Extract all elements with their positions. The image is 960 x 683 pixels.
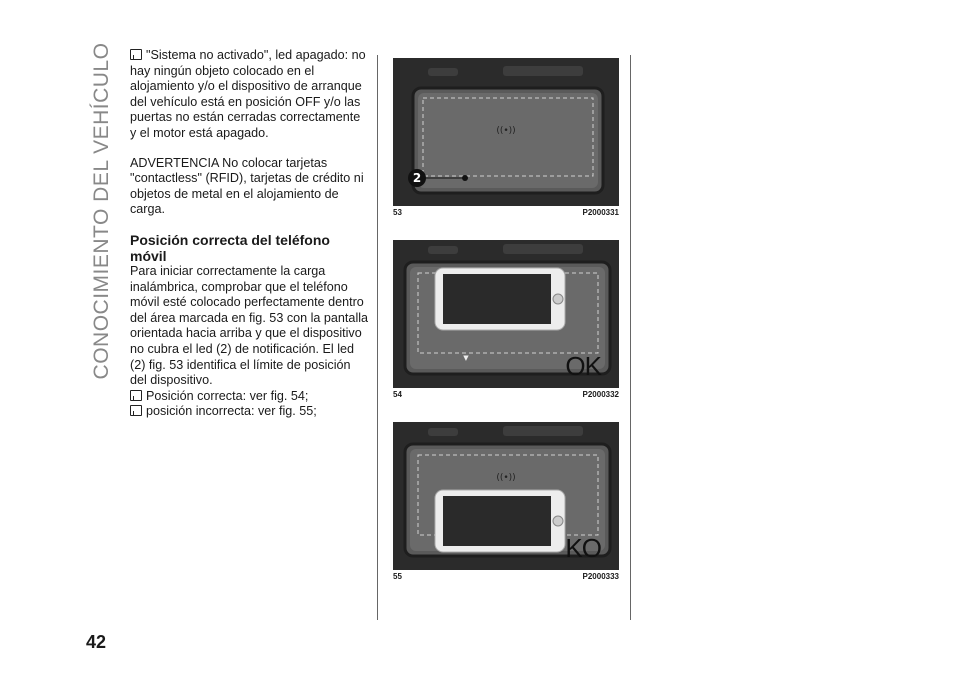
column-divider-left (377, 55, 378, 620)
figure-code: P2000332 (582, 390, 619, 399)
figure-55 (393, 422, 619, 581)
svg-text:((•)): ((•)) (496, 473, 516, 483)
section-heading: Posición correcta del teléfono móvil (130, 231, 330, 264)
section-title-text: CONOCIMIENTO DEL VEHÍCULO (90, 42, 113, 380)
bullet-paragraph-3 (130, 404, 370, 420)
figure-55-caption (393, 572, 619, 581)
figure-number: 55 (393, 572, 402, 581)
bullet-icon (130, 390, 142, 401)
figure-number: 53 (393, 208, 402, 217)
figure-53 (393, 58, 619, 217)
bullet-1-text: "Sistema no activado", led apagado: no hay ningún objeto colocado en el alojamiento y/o el dispositivo de arranque del vehículo está en posición OFF y/o las puertas no están cerradas correctamente y el motor está apagado. (130, 48, 366, 140)
section-title (88, 42, 116, 380)
column-divider-right (630, 55, 631, 620)
figure-54-image (393, 240, 619, 388)
figure-code: P2000333 (582, 572, 619, 581)
figure-55-image (393, 422, 619, 570)
figure-54-caption (393, 390, 619, 399)
ok-label: OK (565, 351, 601, 381)
bullet-icon (130, 49, 142, 60)
page-number: 42 (86, 632, 107, 652)
svg-text:((•)): ((•)) (496, 126, 516, 136)
text-column (130, 48, 370, 420)
figure-number: 54 (393, 390, 402, 399)
body-paragraph: Para iniciar correctamente la carga inalámbrica, comprobar que el teléfono móvil esté colocado perfectamente dentro del área marcada en fig. 53 con la pantalla orientada hacia arriba y que el dispositivo no cubra el led (2) de notificación. El led (2) fig. 53 identifica el límite de posición del dispositivo. (130, 263, 369, 388)
bullet-paragraph-2 (130, 389, 370, 405)
warning-paragraph: ADVERTENCIA No colocar tarjetas "contactless" (RFID), tarjetas de crédito ni objetos de metal en el alojamiento de carga. (130, 155, 364, 217)
figure-53-image (393, 58, 619, 206)
bullet-2-text: Posición correcta: ver fig. 54; (146, 388, 309, 403)
bullet-icon (130, 405, 142, 416)
ko-label: KO (565, 533, 601, 563)
callout-2: 2 (412, 171, 422, 185)
figure-53-caption (393, 208, 619, 217)
figure-code: P2000331 (582, 208, 619, 217)
svg-text:▼: ▼ (463, 354, 469, 362)
figure-54 (393, 240, 619, 399)
bullet-paragraph-1 (130, 48, 370, 142)
bullet-3-text: posición incorrecta: ver fig. 55; (146, 404, 317, 419)
